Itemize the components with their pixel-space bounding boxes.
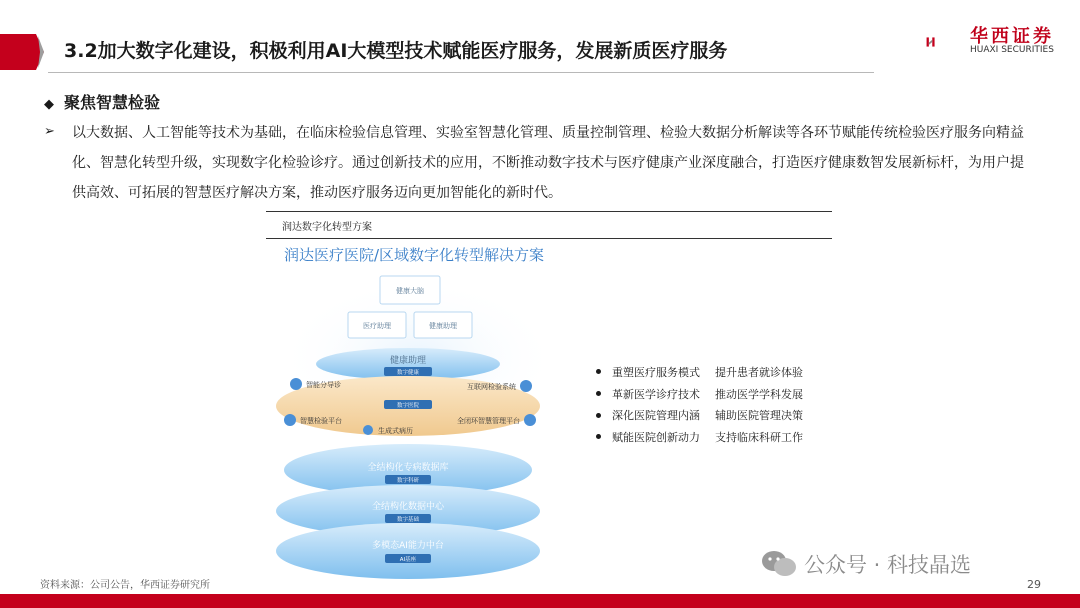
diagram-layer-2-title: 全结构化专病数据库 — [367, 463, 449, 473]
ring-item-1-icon — [290, 378, 302, 390]
bullet-dot-icon — [596, 369, 601, 374]
transformation-diagram — [268, 268, 558, 583]
list-item: 重塑医疗服务模式 提升患者就诊体验 — [592, 361, 803, 383]
section-heading: ◆ 聚焦智慧检验 — [44, 93, 161, 112]
watermark — [760, 549, 971, 579]
list-item: 深化医院管理内涵 辅助医院管理决策 — [592, 404, 803, 426]
diagram-ring-badge-label: 数字医院 — [396, 403, 420, 409]
title-divider — [48, 72, 874, 73]
ring-item-3-icon — [284, 414, 296, 426]
diagram-box-mid-1-label: 医疗助理 — [363, 322, 391, 330]
diagram-box-mid-2-label: 健康助理 — [429, 322, 457, 330]
benefit-list — [592, 361, 803, 448]
list-item: 革新医学诊疗技术 推动医学学科发展 — [592, 383, 803, 405]
diagram-box-top-label: 健康大脑 — [396, 287, 424, 295]
bullet-dot-icon — [596, 391, 601, 396]
ring-item-5-label: 生成式病历 — [378, 427, 413, 435]
section-paragraph: 以大数据、人工智能等技术为基础，在临床检验信息管理、实验室智慧化管理、质量控制管理、检验大数据分析解读等各环节赋能传统检验医疗服务向精益化、智慧化转型升级，实现数字化检验诊疗。通过创新技术的应用，不断推动数字技术与医疗健康产业深度融合，打造医疗健康数智发展新标杆，为用户提供高效、可拓展的智慧医疗解决方案，推动医疗服务迈向更加智能化的新时代。 — [72, 125, 1024, 201]
diagram-layer-4-badge-label: AI基座 — [399, 557, 417, 563]
bullet-dot-icon — [596, 434, 601, 439]
bullet-dot-icon — [596, 413, 601, 418]
diagram-layer-2-badge-label: 数字科研 — [396, 478, 420, 484]
figure-caption: 润达数字化转型方案 — [282, 222, 372, 233]
page-number: 29 — [1027, 578, 1041, 591]
ring-item-5-icon — [363, 425, 373, 435]
watermark-text: 公众号 · 科技晶选 — [804, 553, 972, 577]
arrow-bullet-icon: ➢ — [44, 124, 55, 139]
page-title: 3.2加大数字化建设，积极利用AI大模型技术赋能医疗服务，发展新质医疗服务 — [64, 40, 728, 62]
ring-item-1-label: 智能分导诊 — [306, 381, 341, 389]
diagram-layer-1-badge-label: 数字健康 — [396, 370, 420, 376]
diagram-layer-4 — [276, 523, 540, 579]
bottom-bar — [0, 594, 1080, 608]
ring-item-2-icon — [520, 380, 532, 392]
figure-heading: 润达医疗医院/区域数字化转型解决方案 — [284, 246, 545, 264]
ring-item-4-icon — [524, 414, 536, 426]
diagram-layer-3-badge-label: 数字基础 — [396, 517, 420, 523]
diagram-layer-4-title: 多模态AI能力中台 — [372, 541, 444, 551]
figure-caption-rule — [266, 238, 832, 239]
figure-top-rule — [266, 211, 832, 212]
logo-english: HUAXI SECURITIES — [970, 45, 1054, 55]
diagram-layer-3-title: 全结构化数据中心 — [371, 502, 445, 512]
diagram-layer-1-title: 健康助理 — [389, 356, 427, 366]
wechat-icon — [760, 549, 798, 579]
ring-item-2-label: 互联网检验系统 — [467, 383, 516, 391]
red-tab-decoration — [0, 34, 44, 70]
huaxi-logo-icon — [926, 22, 966, 62]
ring-item-3-label: 智慧检验平台 — [300, 417, 342, 425]
list-item: 赋能医院创新动力 支持临床科研工作 — [592, 426, 803, 448]
diamond-bullet-icon: ◆ — [44, 97, 54, 112]
ring-item-4-label: 全闭环智慧管理平台 — [457, 417, 520, 425]
logo-chinese: 华西证券 — [970, 26, 1054, 47]
source-note: 资料来源：公司公告，华西证券研究所 — [40, 580, 210, 591]
